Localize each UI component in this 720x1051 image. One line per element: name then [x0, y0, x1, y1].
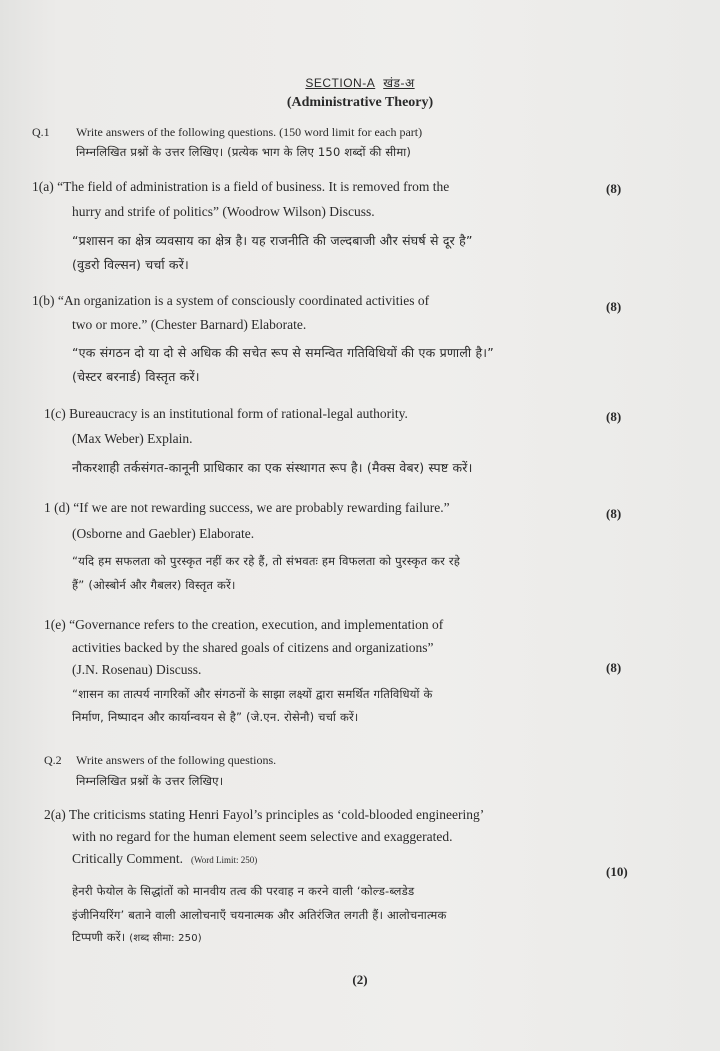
q2-instruction-en: Write answers of the following questions. [76, 753, 277, 767]
section-subtitle: (Administrative Theory) [286, 95, 434, 110]
q1e-en-line1: 1(e) “Governance refers to the creation, execution, and implementation of [44, 617, 444, 632]
q2a-word-limit: (Word Limit: 250) [191, 855, 258, 865]
q1a-marks: (8) [606, 181, 622, 196]
q1c-en-line1: 1(c) Bureaucracy is an institutional form of rational-legal authority. [44, 406, 408, 421]
q2a-word-limit-hi: (शब्द सीमा: 250) [129, 933, 202, 944]
q1b-hi-line1: “एक संगठन दो या दो से अधिक की सचेत रूप से समन्वित गतिविधियों की एक प्रणाली है।” [72, 345, 494, 360]
q1-number: Q.1 [32, 125, 50, 139]
q1-instruction-hi: निम्नलिखित प्रश्नों के उत्तर लिखिए। (प्रत्येक भाग के लिए 150 शब्दों की सीमा) [76, 145, 412, 159]
q2a-en-line1: 2(a) The criticisms stating Henri Fayol’s principles as ‘cold-blooded engineering’ [44, 807, 485, 822]
q2a-en-line3-text: Critically Comment. [72, 851, 183, 866]
q1a-hi-line1: “प्रशासन का क्षेत्र व्यवसाय का क्षेत्र है। यह राजनीति की जल्दबाजी और संघर्ष से दूर है” [72, 233, 473, 248]
q1c-hi-line1: नौकरशाही तर्कसंगत-कानूनी प्राधिकार का एक संस्थागत रूप है। (मैक्स वेबर) स्पष्ट करें। [72, 460, 473, 475]
q1d-hi-line1: “यदि हम सफलता को पुरस्कृत नहीं कर रहे हैं, तो संभवतः हम विफलता को पुरस्कृत कर रहे [72, 554, 461, 568]
q1e-marks: (8) [606, 660, 622, 675]
q1-instruction-en: Write answers of the following questions. (150 word limit for each part) [76, 125, 423, 139]
section-label: SECTION-A [305, 76, 376, 90]
q2-instruction-hi: निम्नलिखित प्रश्नों के उत्तर लिखिए। [76, 774, 224, 788]
q2a-hi-line3-text: टिप्पणी करें। [72, 930, 126, 944]
q1a-en-line1: 1(a) “The field of administration is a field of business. It is removed from the [32, 179, 450, 194]
section-heading [0, 74, 720, 91]
q1a-en-line2: hurry and strife of politics” (Woodrow Wilson) Discuss. [72, 204, 375, 219]
q1e-en-line3: (J.N. Rosenau) Discuss. [72, 662, 202, 677]
q2a-en-line3 [72, 851, 257, 867]
q2-number: Q.2 [44, 753, 62, 767]
q1b-en-line2: two or more.” (Chester Barnard) Elaborate. [72, 317, 307, 332]
q1d-hi-line2: हैं” (ओस्बोर्न और गैबलर) विस्तृत करें। [72, 578, 236, 592]
q2a-marks: (10) [606, 864, 628, 879]
q1e-hi-line2: निर्माण, निष्पादन और कार्यान्वयन से है” (जे.एन. रोसेनौ) चर्चा करें। [72, 710, 359, 724]
q1e-hi-line1: “शासन का तात्पर्य नागरिकों और संगठनों के साझा लक्ष्यों द्वारा समर्थित गतिविधियों के [72, 687, 433, 701]
q1b-en-line1: 1(b) “An organization is a system of consciously coordinated activities of [32, 293, 430, 308]
q1d-en-line1: 1 (d) “If we are not rewarding success, we are probably rewarding failure.” [44, 500, 450, 515]
q1b-hi-line2: (चेस्टर बरनार्ड) विस्तृत करें। [72, 369, 200, 384]
section-label-hindi: खंड-अ [383, 76, 415, 90]
q2a-hi-line1: हेनरी फेयोल के सिद्धांतों को मानवीय तत्व की परवाह न करने वाली ‘कोल्ड-ब्लडेड [72, 884, 415, 898]
q2a-hi-line3 [72, 930, 202, 945]
q2a-en-line2: with no regard for the human element seem selective and exaggerated. [72, 829, 453, 844]
q1e-en-line2: activities backed by the shared goals of citizens and organizations” [72, 640, 434, 655]
q1d-en-line2: (Osborne and Gaebler) Elaborate. [72, 526, 255, 541]
q1d-marks: (8) [606, 506, 622, 521]
page-number: (2) [352, 972, 368, 987]
q1b-marks: (8) [606, 299, 622, 314]
q1a-hi-line2: (वुडरो विल्सन) चर्चा करें। [72, 257, 189, 272]
q2a-hi-line2: इंजीनियरिंग’ बताने वाली आलोचनाएँ चयनात्मक और अतिरंजित लगती हैं। आलोचनात्मक [72, 908, 447, 922]
q1c-en-line2: (Max Weber) Explain. [72, 431, 193, 446]
q1c-marks: (8) [606, 409, 622, 424]
